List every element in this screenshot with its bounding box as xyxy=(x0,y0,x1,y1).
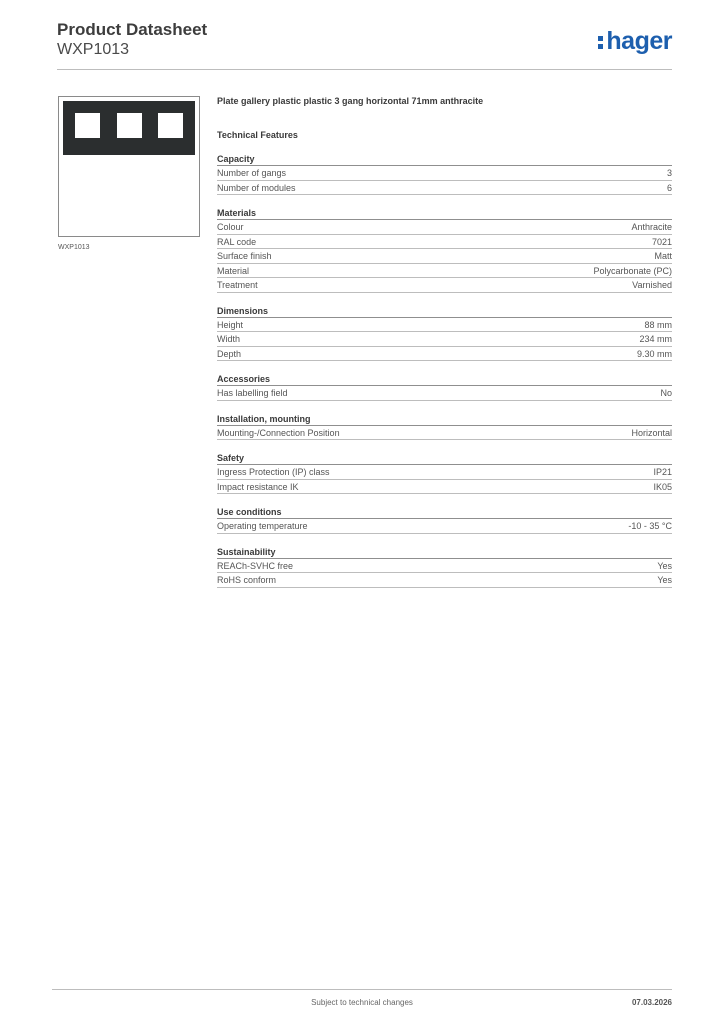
spec-label: RoHS conform xyxy=(217,575,277,585)
anthracite-plate-illustration xyxy=(63,101,195,155)
spec-row xyxy=(217,166,672,181)
spec-row xyxy=(217,480,672,495)
spec-label: Material xyxy=(217,265,250,276)
document-header xyxy=(57,20,207,59)
spec-section xyxy=(217,546,672,588)
spec-row xyxy=(217,519,672,534)
spec-value: Varnished xyxy=(632,280,672,290)
spec-value: 88 mm xyxy=(644,319,672,330)
product-image xyxy=(58,96,200,237)
spec-label: Depth xyxy=(217,348,242,359)
spec-content xyxy=(217,94,672,588)
spec-value: 3 xyxy=(666,168,672,178)
section-title: Accessories xyxy=(217,373,672,386)
spec-row xyxy=(217,235,672,250)
spec-label: Operating temperature xyxy=(217,521,308,531)
spec-section xyxy=(217,373,672,401)
spec-label: Number of modules xyxy=(217,182,296,193)
spec-value: No xyxy=(660,388,672,398)
spec-row xyxy=(217,559,672,574)
spec-row xyxy=(217,426,672,441)
spec-value: Matt xyxy=(654,251,672,261)
technical-features-heading: Technical Features xyxy=(217,130,298,140)
product-code: WXP1013 xyxy=(57,41,130,58)
hager-logo xyxy=(598,27,672,55)
spec-value: Yes xyxy=(657,560,672,571)
spec-row xyxy=(217,573,672,588)
spec-value: 9.30 mm xyxy=(636,348,672,359)
spec-section xyxy=(217,153,672,195)
spec-section xyxy=(217,452,672,494)
spec-value: Yes xyxy=(657,575,672,585)
spec-row xyxy=(217,181,672,196)
spec-row xyxy=(217,264,672,279)
spec-label: Mounting-/Connection Position xyxy=(217,427,340,438)
spec-section xyxy=(217,506,672,534)
spec-label: Width xyxy=(217,334,241,344)
spec-row xyxy=(217,465,672,480)
spec-row xyxy=(217,347,672,362)
spec-value: 234 mm xyxy=(639,334,672,344)
spec-label: Treatment xyxy=(217,280,258,290)
spec-label: Surface finish xyxy=(217,251,272,261)
spec-value: Horizontal xyxy=(631,427,672,438)
product-description: Plate gallery plastic plastic 3 gang horizontal 71mm anthracite xyxy=(217,96,484,106)
spec-row xyxy=(217,278,672,293)
spec-label: REACh-SVHC free xyxy=(217,560,294,571)
spec-label: Impact resistance IK xyxy=(217,481,299,492)
logo-text: hager xyxy=(606,27,672,55)
spec-label: Number of gangs xyxy=(217,168,287,178)
spec-value: Anthracite xyxy=(631,222,672,232)
spec-row xyxy=(217,318,672,333)
section-title: Sustainability xyxy=(217,546,672,559)
spec-section xyxy=(217,207,672,293)
gang-opening xyxy=(117,113,142,138)
spec-row xyxy=(217,249,672,264)
spec-row xyxy=(217,220,672,235)
document-title: Product Datasheet xyxy=(57,20,208,39)
section-title: Dimensions xyxy=(217,305,672,318)
spec-sections xyxy=(217,153,672,588)
spec-label: RAL code xyxy=(217,236,257,247)
section-title: Safety xyxy=(217,452,672,465)
spec-label: Height xyxy=(217,319,244,330)
header-divider xyxy=(57,69,672,70)
logo-colon-icon xyxy=(598,34,604,50)
spec-row xyxy=(217,386,672,401)
section-title: Capacity xyxy=(217,153,672,166)
footer-divider xyxy=(52,989,672,990)
gang-opening xyxy=(158,113,183,138)
section-title: Use conditions xyxy=(217,506,672,519)
footer-note: Subject to technical changes xyxy=(311,998,413,1007)
spec-label: Colour xyxy=(217,222,244,232)
spec-value: IP21 xyxy=(653,467,672,477)
spec-value: 6 xyxy=(666,182,672,193)
footer-date: 07.03.2026 xyxy=(631,998,672,1007)
spec-label: Has labelling field xyxy=(217,388,288,398)
spec-value: Polycarbonate (PC) xyxy=(593,265,672,276)
spec-section xyxy=(217,305,672,362)
section-title: Materials xyxy=(217,207,672,220)
gang-opening xyxy=(75,113,100,138)
spec-value: 7021 xyxy=(651,236,672,247)
spec-value: -10 - 35 °C xyxy=(628,521,672,531)
image-caption: WXP1013 xyxy=(58,244,90,251)
spec-row xyxy=(217,332,672,347)
spec-section xyxy=(217,413,672,441)
spec-value: IK05 xyxy=(653,481,672,492)
section-title: Installation, mounting xyxy=(217,413,672,426)
spec-label: Ingress Protection (IP) class xyxy=(217,467,330,477)
